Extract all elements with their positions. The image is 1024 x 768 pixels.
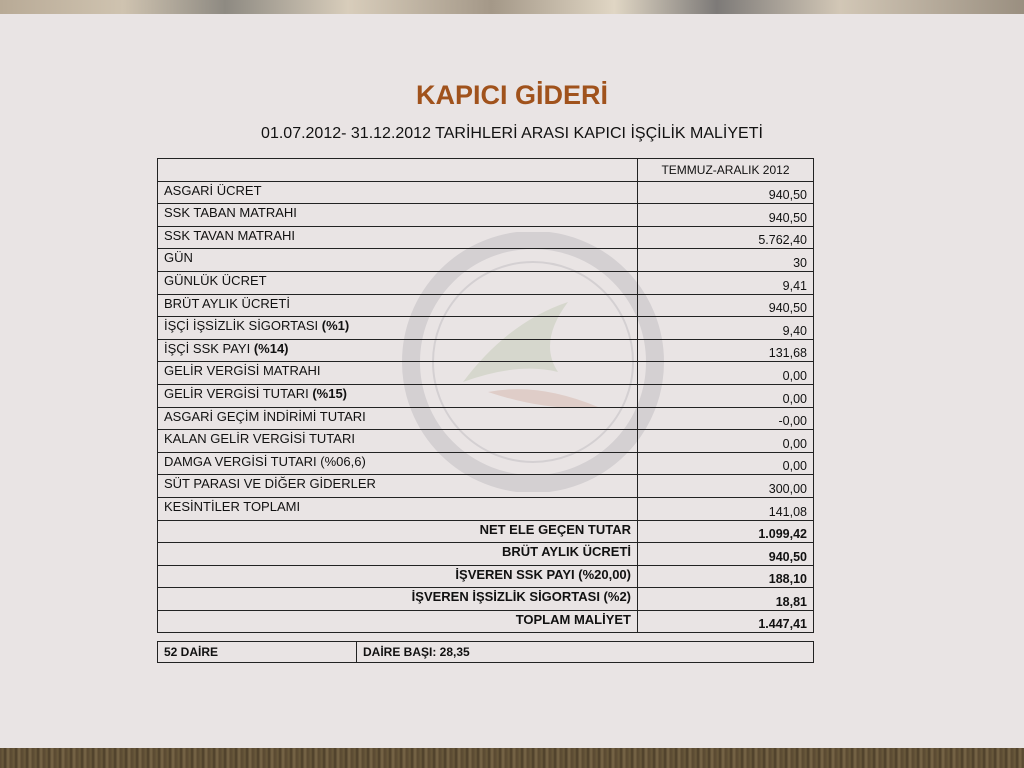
row-value-cell: 0,00 bbox=[638, 362, 814, 385]
row-label: GÜNLÜK ÜCRET bbox=[164, 272, 267, 288]
total-row bbox=[158, 543, 814, 566]
table-row bbox=[158, 226, 814, 249]
labor-cost-table bbox=[157, 158, 814, 633]
row-label: ASGARİ ÜCRET bbox=[164, 182, 262, 198]
table-row bbox=[158, 430, 814, 453]
row-value-cell: 131,68 bbox=[638, 339, 814, 362]
row-label: SÜT PARASI VE DİĞER GİDERLER bbox=[164, 476, 376, 492]
row-label-rate: (%15) bbox=[312, 385, 348, 401]
total-row bbox=[158, 610, 814, 633]
table-row bbox=[158, 475, 814, 498]
row-label: KALAN GELİR VERGİSİ TUTARI bbox=[164, 431, 355, 447]
row-value-cell: 300,00 bbox=[638, 475, 814, 498]
footer-photo-strip bbox=[0, 748, 1024, 768]
header-label-cell bbox=[158, 159, 638, 182]
table-row bbox=[158, 384, 814, 407]
per-apartment-cost-cell: DAİRE BAŞI: 28,35 bbox=[357, 642, 814, 663]
row-label-cell bbox=[158, 294, 638, 317]
table-row bbox=[158, 271, 814, 294]
total-value-cell: 1.447,41 bbox=[638, 610, 814, 633]
table-row bbox=[158, 339, 814, 362]
total-label-cell: NET ELE GEÇEN TUTAR bbox=[158, 520, 638, 543]
table-row bbox=[158, 452, 814, 475]
page-title: KAPICI GİDERİ bbox=[415, 80, 609, 110]
table-header-row bbox=[158, 159, 814, 182]
row-value-cell: 141,08 bbox=[638, 497, 814, 520]
row-label-cell bbox=[158, 271, 638, 294]
row-value-cell: 5.762,40 bbox=[638, 226, 814, 249]
row-label: İŞÇİ İŞSİZLİK SİGORTASI bbox=[164, 318, 322, 334]
row-label-cell bbox=[158, 226, 638, 249]
row-label: GELİR VERGİSİ TUTARI bbox=[164, 385, 313, 401]
row-label-cell bbox=[158, 475, 638, 498]
row-label: KESİNTİLER TOPLAMI bbox=[164, 498, 301, 514]
total-value-cell: 1.099,42 bbox=[638, 520, 814, 543]
total-value-cell: 18,81 bbox=[638, 588, 814, 611]
total-label-cell: TOPLAM MALİYET bbox=[158, 610, 638, 633]
total-value-cell: 188,10 bbox=[638, 565, 814, 588]
row-label: BRÜT AYLIK ÜCRETİ bbox=[164, 295, 290, 311]
row-label: ASGARİ GEÇİM İNDİRİMİ TUTARI bbox=[164, 408, 366, 424]
row-label-rate: (%14) bbox=[253, 340, 289, 356]
apartment-summary-table bbox=[157, 641, 814, 663]
row-label: SSK TABAN MATRAHI bbox=[164, 205, 297, 221]
apartment-summary-row bbox=[158, 642, 814, 663]
header-period-cell: TEMMUZ-ARALIK 2012 bbox=[638, 159, 814, 182]
row-value-cell: 9,41 bbox=[638, 271, 814, 294]
table-row bbox=[158, 317, 814, 340]
row-label-cell bbox=[158, 362, 638, 385]
row-value-cell: 940,50 bbox=[638, 294, 814, 317]
row-value-cell: 940,50 bbox=[638, 204, 814, 227]
row-label-cell bbox=[158, 339, 638, 362]
row-label-cell bbox=[158, 317, 638, 340]
row-value-cell: 0,00 bbox=[638, 384, 814, 407]
table-row bbox=[158, 294, 814, 317]
total-value-cell: 940,50 bbox=[638, 543, 814, 566]
row-label: SSK TAVAN MATRAHI bbox=[164, 227, 295, 243]
row-label: İŞÇİ SSK PAYI bbox=[164, 340, 254, 356]
total-label-cell: İŞVEREN SSK PAYI (%20,00) bbox=[158, 565, 638, 588]
row-label: GELİR VERGİSİ MATRAHI bbox=[164, 363, 321, 379]
apartment-count-cell: 52 DAİRE bbox=[158, 642, 357, 663]
row-label-cell bbox=[158, 249, 638, 272]
table-row bbox=[158, 497, 814, 520]
total-label-cell: BRÜT AYLIK ÜCRETİ bbox=[158, 543, 638, 566]
row-value-cell: 0,00 bbox=[638, 452, 814, 475]
row-value-cell: 940,50 bbox=[638, 181, 814, 204]
row-label-cell bbox=[158, 407, 638, 430]
row-label: DAMGA VERGİSİ TUTARI (%06,6) bbox=[164, 453, 366, 469]
table-row bbox=[158, 362, 814, 385]
row-label: GÜN bbox=[164, 250, 193, 266]
row-value-cell: 30 bbox=[638, 249, 814, 272]
table-row bbox=[158, 181, 814, 204]
row-label-rate: (%1) bbox=[321, 318, 350, 334]
header-photo-strip bbox=[0, 0, 1024, 14]
row-label-cell bbox=[158, 181, 638, 204]
total-row bbox=[158, 520, 814, 543]
table-row bbox=[158, 249, 814, 272]
row-value-cell: 0,00 bbox=[638, 430, 814, 453]
total-row bbox=[158, 588, 814, 611]
page-subtitle: 01.07.2012- 31.12.2012 TARİHLERİ ARASI KAPICI İŞÇİLİK MALİYETİ bbox=[261, 125, 763, 142]
total-label-cell: İŞVEREN İŞSİZLİK SİGORTASI (%2) bbox=[158, 588, 638, 611]
table-row bbox=[158, 407, 814, 430]
row-value-cell: 9,40 bbox=[638, 317, 814, 340]
row-label-cell bbox=[158, 452, 638, 475]
row-label-cell bbox=[158, 497, 638, 520]
row-label-cell bbox=[158, 204, 638, 227]
total-row bbox=[158, 565, 814, 588]
row-value-cell: -0,00 bbox=[638, 407, 814, 430]
table-row bbox=[158, 204, 814, 227]
row-label-cell bbox=[158, 384, 638, 407]
row-label-cell bbox=[158, 430, 638, 453]
